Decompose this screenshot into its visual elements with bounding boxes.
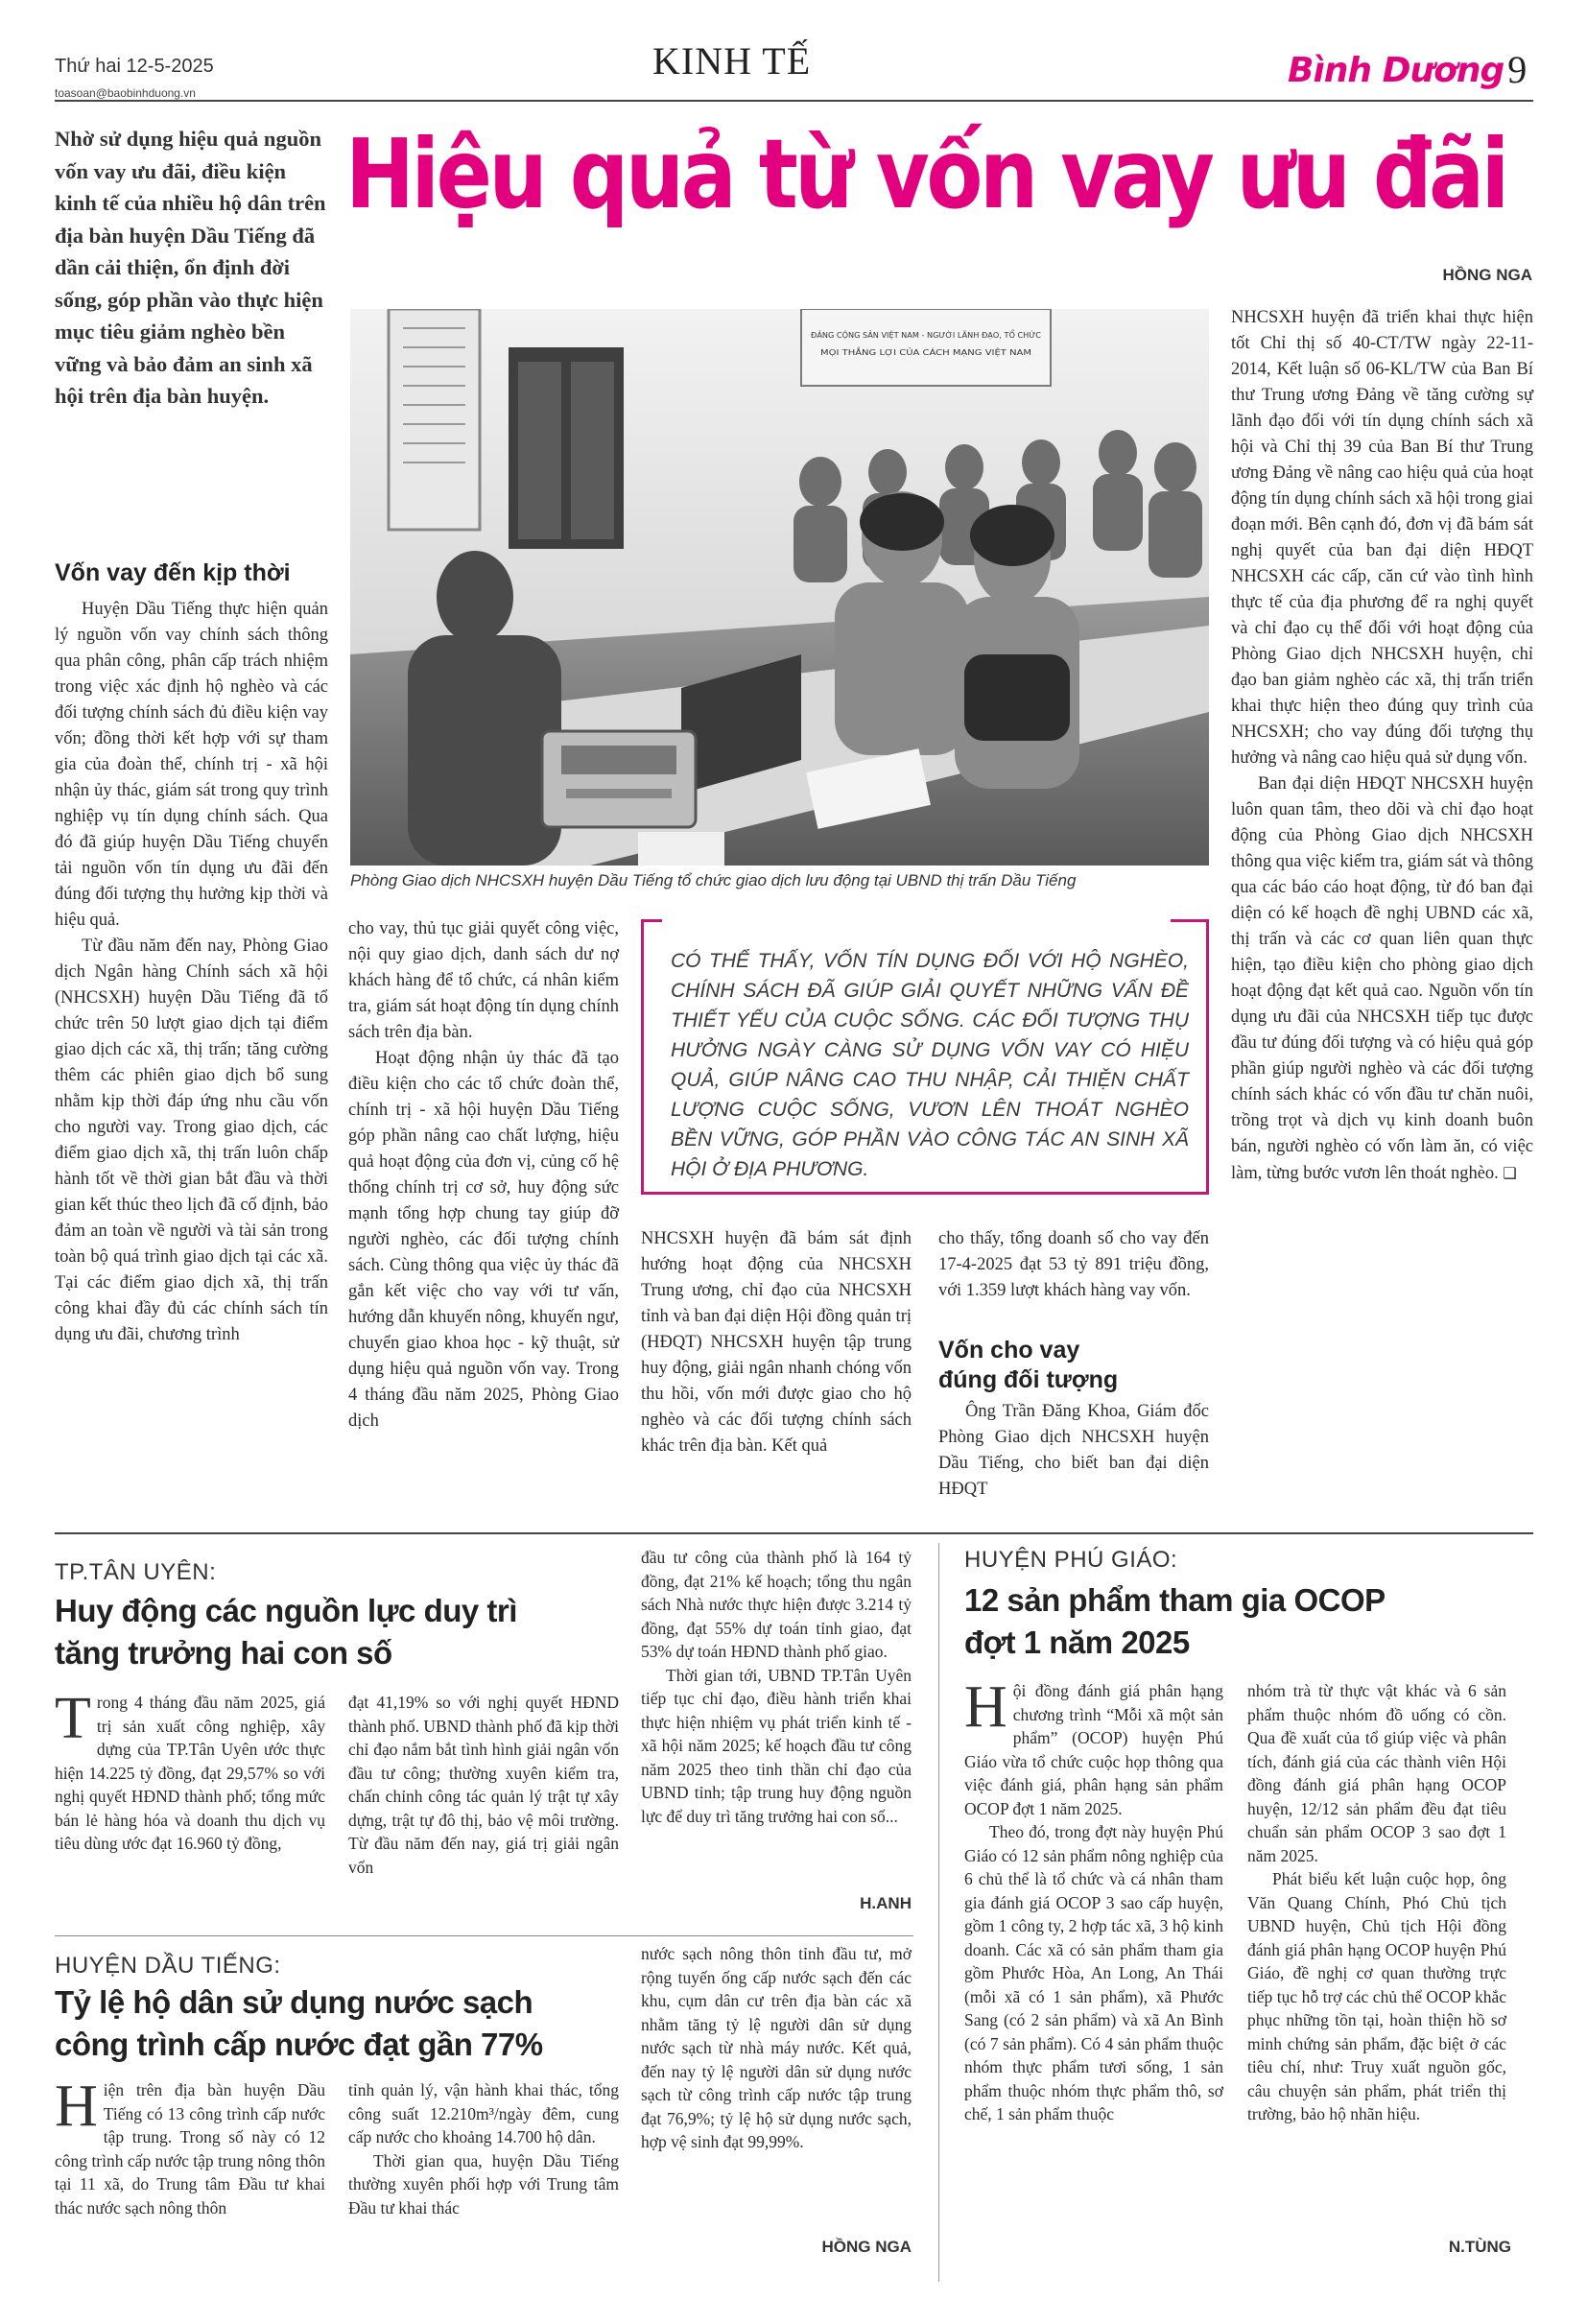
vertical-divider: [938, 1543, 939, 2282]
contact-email: toasoan@baobinhduong.vn: [55, 86, 196, 100]
tan-uyen-label: TP.TÂN UYÊN:: [55, 1559, 217, 1585]
tan-uyen-col1-text: [55, 1686, 325, 1856]
section-title: KINH TẾ: [652, 39, 812, 83]
main-col-5: [1231, 305, 1533, 1187]
col5-paragraph-2: [1231, 771, 1533, 1187]
tan-uyen-dropcap: T: [55, 1686, 91, 1751]
phu-giao-dropcap: H: [964, 1674, 1007, 1740]
photo-banner-text-2: MỌI THẮNG LỢI CỦA CÁCH MẠNG VIỆT NAM: [820, 348, 990, 357]
photo-illustration: [350, 309, 1209, 866]
col5-paragraph-1: NHCSXH huyện đã triển khai thực hiện tốt Chỉ thị số 40-CT/TW ngày 22-11-2014, Kết luận số 06-KL/TW của Ban Bí thư Trung ương Đảng về tăng cường sự lãnh đạo đối với tín dụng chính sách xã hội và Chỉ thị 39 của Ban Bí thư Trung ương Đảng về nâng cao hiệu quả của hoạt động tín dụng chính sách xã hội trong giai đoạn mới. Bên cạnh đó, đơn vị đã bám sát nghị quyết của ban đại diện HĐQT NHCSXH các cấp, căn cứ vào tình hình thực tế của địa phương để ra nghị quyết và chỉ đạo cụ thể đối với hoạt động của Phòng Giao dịch NHCSXH huyện, chỉ đạo ban giảm nghèo các xã, thị trấn triển khai thực hiện theo đúng quy trình của NHCSXH; cho vay đúng đối tượng thụ hưởng và nâng cao hiệu quả sử dụng vốn.: [1231, 308, 1533, 768]
main-col-1: [55, 597, 328, 1348]
phu-giao-title: [964, 1579, 1530, 1664]
tan-uyen-title-line-1: Huy động các nguồn lực duy trì: [55, 1593, 517, 1628]
end-mark: ❑: [1503, 1164, 1517, 1182]
mid-section-rule: [55, 1935, 913, 1936]
subhead-von-cho-vay: Vốn cho vay đúng đối tượng: [938, 1337, 1119, 1393]
main-col-4: [938, 1226, 1209, 1304]
dau-tieng-col2-p1: tỉnh quản lý, vận hành khai thác, tổng công suất 12.210m³/ngày đêm, cung cấp nước cho khoảng 14.700 hộ dân.: [348, 2080, 619, 2146]
dau-tieng-col-3: [641, 1942, 912, 2154]
col1-paragraph-1: Huyện Dầu Tiếng thực hiện quản lý nguồn vốn vay chính sách thông qua phân công, phân cấp trách nhiệm trong việc xác định hộ nghèo và các đối tượng chính sách đủ điều kiện vay vốn; đồng thời kết hợp với sự tham gia của đoàn thể, chính trị - xã hội nhận ủy thác, giám sát trong quy trình nghiệp vụ tín dụng chính sách. Qua đó đã giúp huyện Dầu Tiếng chuyển tải nguồn vốn tín dụng ưu đãi đến đúng đối tượng thụ hưởng kịp thời và hiệu quả.: [55, 600, 328, 930]
main-col-2: [348, 916, 619, 1435]
tan-uyen-title: [55, 1590, 630, 1674]
phu-giao-col1-p2: Theo đó, trong đợt này huyện Phú Giáo có 12 sản phẩm nông nghiệp của 6 chủ thể là tổ chức và cá nhân tham gia đánh giá OCOP 3 sao cấp huyện, gồm 1 công ty, 2 hợp tác xã, 3 hộ kinh doanh. Các xã có sản phẩm tham gia gồm Phước Hòa, An Long, An Thái (mỗi xã có 1 sản phẩm), xã Phước Sang (có 2 sản phẩm) và xã An Bình (có 7 sản phẩm). Có 4 sản phẩm thuộc nhóm thực phẩm tươi sống, 1 sản phẩm thuộc nhóm thực phẩm thô, sơ chế, 1 sản phẩm thuộc: [964, 1822, 1223, 2123]
dau-tieng-title-line-1: Tỷ lệ hộ dân sử dụng nước sạch: [55, 1984, 533, 2020]
quote-top-right: [1171, 919, 1209, 922]
tan-uyen-col-3: [641, 1546, 912, 1828]
dau-tieng-author: HỒNG NGA: [821, 2238, 912, 2256]
tan-uyen-col-2: [348, 1691, 619, 1879]
dau-tieng-dropcap: H: [55, 2074, 98, 2139]
paper-name: Bình Dương: [1288, 51, 1504, 90]
dau-tieng-col2-p2: Thời gian qua, huyện Dầu Tiếng thường xuyên phối hợp với Trung tâm Đầu tư khai thác: [348, 2150, 619, 2217]
dau-tieng-label: HUYỆN DẦU TIẾNG:: [55, 1953, 281, 1979]
quote-top-left: [641, 919, 662, 922]
tan-uyen-col-1: [55, 1686, 325, 1856]
phu-giao-author: N.TÙNG: [1448, 2238, 1511, 2256]
phu-giao-title-line-1: 12 sản phẩm tham gia OCOP: [964, 1582, 1386, 1618]
col3-paragraph-1: NHCSXH huyện đã bám sát định hướng hoạt động của NHCSXH Trung ương, chỉ đạo của NHCSXH tỉnh và ban đại diện Hội đồng quản trị (HĐQT) NHCSXH huyện tập trung huy động, giải ngân nhanh chóng vốn thu hồi, vốn mới được giao cho hộ nghèo và các đối tượng chính sách khác trên địa bàn. Kết quả: [641, 1229, 912, 1456]
main-headline: Hiệu quả từ vốn vay ưu đãi: [345, 118, 1506, 230]
lower-section-rule: [55, 1532, 1533, 1534]
phu-giao-col-2: [1247, 1679, 1506, 2126]
issue-date: Thứ hai 12-5-2025: [55, 56, 214, 77]
dau-tieng-col1-text: [55, 2074, 325, 2219]
tan-uyen-col2-text: đạt 41,19% so với nghị quyết HĐND thành phố. UBND thành phố đã kịp thời chỉ đạo nắm bắt tình hình giải ngân vốn đầu tư công; thường xuyên kiểm tra, chấn chỉnh công tác quản lý trật tự xây dựng, trật tự đô thị, bảo vệ môi trường. Từ đầu năm đến nay, giá trị giải ngân vốn: [348, 1693, 619, 1877]
tan-uyen-author: H.ANH: [860, 1894, 912, 1912]
subhead-von-vay: Vốn vay đến kịp thời: [55, 559, 291, 586]
dau-tieng-title-line-2: công trình cấp nước đạt gần 77%: [55, 2027, 543, 2062]
phu-giao-col2-p2: Phát biểu kết luận cuộc họp, ông Văn Quang Chính, Phó Chủ tịch UBND huyện, Chủ tịch Hội đồng đánh giá phân hạng OCOP huyện Phú Giáo, đề nghị cơ quan thường trực tiếp tục hỗ trợ các chủ thể OCOP khắc phục những tồn tại, hoàn thiện hồ sơ minh chứng sản phẩm, đặc biệt ở các tiêu chí, như: Truy xuất nguồn gốc, câu chuyện sản phẩm, phát triển thị trường, bảo hộ nhãn hiệu.: [1247, 1869, 1506, 2123]
phu-giao-col1-p1: [964, 1674, 1223, 1820]
pull-quote-box: [641, 919, 1209, 1195]
tan-uyen-col3-p2: Thời gian tới, UBND TP.Tân Uyên tiếp tục chỉ đạo, điều hành triển khai thực hiện nhiệm vụ phát triển kinh tế - xã hội năm 2025; kế hoạch đầu tư công năm 2025 theo tinh thần chỉ đạo của UBND tỉnh; tập trung huy động nguồn lực để duy trì tăng trưởng hai con số...: [641, 1665, 912, 1826]
col5-paragraph-2-text: Ban đại diện HĐQT NHCSXH huyện luôn quan tâm, theo dõi và chỉ đạo hoạt động của Phòng Giao dịch NHCSXH thông qua việc kiểm tra, giám sát và thông qua các báo cáo hoạt động, từ đó ban đại diện có kế hoạch đề nghị UBND các xã, thị trấn và các cơ quan liên quan thực hiện, tạo điều kiện cho phòng giao dịch hoạt động đạt kết quả cao. Nguồn vốn tín dụng ưu đãi của NHCSXH tiếp tục được đầu tư đúng đối tượng và có hiệu quả góp phần giúp người nghèo và các đối tượng chính sách khác có vốn đầu tư chăn nuôi, trồng trọt và dịch vụ kinh doanh buôn bán, người nghèo có vốn làm ăn, có việc làm, từng bước vươn lên thoát nghèo.: [1231, 774, 1533, 1183]
dau-tieng-col3-text: nước sạch nông thôn tỉnh đầu tư, mở rộng tuyến ống cấp nước sạch đến các khu, cụm dân cư trên địa bàn các xã nhằm tăng tỷ lệ người dân sử dụng nước sạch từ nhà máy nước. Kết quả, đến nay tỷ lệ người dân sử dụng nước sạch từ công trình cấp nước tập trung đạt 76,9%; tỷ lệ hộ sử dụng nước sạch, hợp vệ sinh đạt 99,99%.: [641, 1944, 912, 2151]
page-number: 9: [1507, 48, 1528, 91]
phu-giao-col1-body: ội đồng đánh giá phân hạng chương trình “Mỗi xã một sản phẩm” (OCOP) huyện Phú Giáo vừa tổ chức cuộc họp thông qua việc đánh giá, phân hạng sản phẩm OCOP đợt 1 năm 2025.: [964, 1681, 1223, 1818]
phu-giao-label: HUYỆN PHÚ GIÁO:: [964, 1547, 1178, 1573]
dau-tieng-col1-body: iện trên địa bàn huyện Dầu Tiếng có 13 công trình cấp nước tập trung. Trong số này có 12 công trình cấp nước tập trung nông thôn tại 11 xã, do Trung tâm Đầu tư khai thác nước sạch nông thôn: [55, 2080, 325, 2217]
main-photo: [350, 309, 1209, 866]
header-rule: [55, 100, 1533, 102]
article-sapo: Nhờ sử dụng hiệu quả nguồn vốn vay ưu đãi, điều kiện kinh tế của nhiều hộ dân trên địa bàn huyện Dầu Tiếng đã dần cải thiện, ổn định đời sống, góp phần vào thực hiện mục tiêu giảm nghèo bền vững và bảo đảm an sinh xã hội trên địa bàn huyện.: [55, 127, 326, 408]
col4-paragraph-1: cho thấy, tổng doanh số cho vay đến 17-4-2025 đạt 53 tỷ 891 triệu đồng, với 1.359 lượt khách hàng vay vốn.: [938, 1229, 1209, 1300]
col2-paragraph-2: Hoạt động nhận ủy thác đã tạo điều kiện cho các tổ chức đoàn thể, chính trị - xã hội huyện Dầu Tiếng góp phần nâng cao chất lượng, hiệu quả hoạt động của đơn vị, củng cố hệ thống chính trị cơ sở, huy động sức mạnh tổng hợp chung tay giúp đỡ người nghèo, các đối tượng chính sách. Cùng thông qua việc ủy thác đã gắn kết việc cho vay với tư vấn, hướng dẫn khuyến nông, khuyến ngư, chuyển giao khoa học - kỹ thuật, sử dụng hiệu quả nguồn vốn vay. Trong 4 tháng đầu năm 2025, Phòng Giao dịch: [348, 1049, 619, 1431]
col1-paragraph-2: Từ đầu năm đến nay, Phòng Giao dịch Ngân hàng Chính sách xã hội (NHCSXH) huyện Dầu Tiếng đã tổ chức trên 50 lượt giao dịch tại điểm giao dịch các xã, thị trấn; tăng cường thêm các phiên giao dịch bổ sung nhằm kịp thời đáp ứng nhu cầu vốn cho người vay. Trong giao dịch, các điểm giao dịch xã, thị trấn luôn chấp hành tốt về thời gian bắt đầu và thời gian kết thúc theo lịch đã cố định, bảo đảm an toàn về người và tài sản trong toàn bộ quá trình giao dịch tại các xã. Tại các điểm giao dịch xã, thị trấn công khai đầy đủ các chính sách tín dụng ưu đãi, chương trình: [55, 937, 328, 1344]
tan-uyen-title-line-2: tăng trưởng hai con số: [55, 1635, 392, 1671]
col4-paragraph-2: Ông Trần Đăng Khoa, Giám đốc Phòng Giao dịch NHCSXH huyện Dầu Tiếng, cho biết ban đại diện HĐQT: [938, 1402, 1209, 1499]
photo-banner-text: ĐẢNG CỘNG SẢN VIỆT NAM - NGƯỜI LÃNH ĐẠO, TỔ CHỨC: [811, 331, 1037, 340]
dau-tieng-col-2: [348, 2078, 619, 2219]
col2-paragraph-1: cho vay, thủ tục giải quyết công việc, nội quy giao dịch, danh sách dư nợ khách hàng để tổ chức, cá nhân kiểm tra, giám sát hoạt động tín dụng chính sách trên địa bàn.: [348, 919, 619, 1042]
main-author: HỒNG NGA: [1442, 266, 1532, 284]
phu-giao-col-1: [964, 1674, 1223, 2126]
masthead-logo: [1288, 42, 1527, 90]
tan-uyen-col3-p1: đầu tư công của thành phố là 164 tỷ đồng, đạt 21% kế hoạch; tổng thu ngân sách Nhà nước thực hiện được 3.214 tỷ đồng, đạt 55% dự toán tỉnh giao, đạt 53% dự toán HĐND thành phố giao.: [641, 1548, 912, 1661]
main-col-3: [641, 1226, 912, 1459]
phu-giao-title-line-2: đợt 1 năm 2025: [964, 1624, 1190, 1660]
main-col-4b: [938, 1399, 1209, 1503]
phu-giao-col2-p1: nhóm trà từ thực vật khác và 6 sản phẩm thuộc nhóm đồ uống có cồn. Qua đề xuất của tổ giúp việc và phân tích, đánh giá của các thành viên Hội đồng đánh giá phân hạng OCOP huyện, 12/12 sản phẩm đều đạt tiêu chuẩn sản phẩm OCOP 3 sao đợt 1 năm 2025.: [1247, 1681, 1506, 1865]
dau-tieng-col-1: [55, 2074, 325, 2219]
tan-uyen-col1-body: rong 4 tháng đầu năm 2025, giá trị sản xuất công nghiệp, xây dựng của TP.Tân Uyên ước thực hiện 14.225 tỷ đồng, đạt 29,57% so với nghị quyết HĐND thành phố; tổng mức bán lẻ hàng hóa và doanh thu dịch vụ tiêu dùng ước đạt 16.960 tỷ đồng,: [55, 1693, 325, 1853]
dau-tieng-title: [55, 1981, 650, 2066]
photo-caption: Phòng Giao dịch NHCSXH huyện Dầu Tiếng tổ chức giao dịch lưu động tại UBND thị trấn Dầu Tiếng: [350, 871, 1077, 889]
pull-quote-text: CÓ THỂ THẤY, VỐN TÍN DỤNG ĐỐI VỚI HỘ NGHÈO, CHÍNH SÁCH ĐÃ GIÚP GIẢI QUYẾT NHỮNG VẤN ĐỀ THIẾT YẾU CỦA CUỘC SỐNG. CÁC ĐỐI TƯỢNG THỤ HƯỞNG NGÀY CÀNG SỬ DỤNG VỐN VAY CÓ HIỆU QUẢ, GIÚP NÂNG CAO THU NHẬP, CẢI THIỆN CHẤT LƯỢNG CUỘC SỐNG, VƯƠN LÊN THOÁT NGHÈO BỀN VỮNG, GÓP PHẦN VÀO CÔNG TÁC AN SINH XÃ HỘI Ở ĐỊA PHƯƠNG.: [671, 950, 1189, 1180]
